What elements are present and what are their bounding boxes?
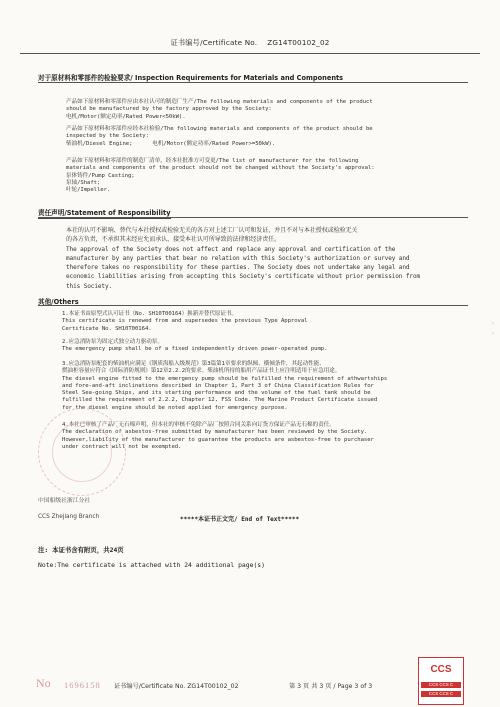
serial-label: No: [36, 676, 51, 690]
materials-paragraph-2: 产品如下原材料和零部件应经本社检验/The following materials and components of the product should be inspected by the Society: 柴油机/Diesel Engine; 电机/Motor(额定功率/Rated Power>=50kW).: [66, 126, 373, 147]
side-edge-stamp: ◦◦: [488, 318, 498, 338]
materials-section-title: 对于原材料和零部件的检验要求/ Inspection Requirements for Materials and Components: [38, 74, 344, 82]
page-indicator: 第 3 页 共 3 页 / Page 3 of 3: [289, 683, 373, 690]
responsibility-section-title: 责任声明/Statement of Responsibility: [38, 209, 171, 217]
note-cn: 注: 本证书含有附页，共24页: [38, 546, 124, 554]
materials-divider: [38, 82, 468, 83]
materials-paragraph-3: 产品如下原材料和零部件的制造厂清单，经本社批准方可变更/The list of manufacturer for the following materials and components of the product should not be changed without the Society's approval: 泵体铸件/Pump Casting; 泵轴/Shaft; 叶轮/Impeller.: [66, 158, 375, 194]
faded-seal-inner: [52, 422, 112, 482]
certificate-number-header: [0, 38, 500, 48]
others-divider: [38, 305, 468, 306]
responsibility-paragraph: 本社的认可不影响、替代与本社授权或检验无关的各方对上述工厂认可和发证，并且不对与本社授权或检验无关 的各方负责，不承担其未经应允而承认、接受本社认可所导致的法律和经济责任。 The approval of the Society does not affect and replace any approval and certification of the manufacturer by any parties that bear no relation with this Society's authorization or survey and therefore takes no responsibility for these parties. The Society does not undertake any legal and economic liabilities arising from accepting this Society's certificate without prior permission from this Society.: [66, 227, 421, 290]
serial-number: 1696158: [64, 680, 101, 690]
materials-paragraph-1: 产品如下原材料和零部件应由本社认可的制造厂生产/The following materials and components of the product should be manufactured by the factory approved by the Society: 电机/Motor(额定功率/Rated Power<50kW).: [66, 99, 373, 120]
header-divider: [20, 53, 480, 54]
others-item-3: 3.应急消防泵配套的柴油机应满足《钢质海船入级规范》第3篇第1章要求的纵倾、横倾条件，其起动性能、 燃油柜容量应符合《国际消防规则》第12章2.2.2的要求。柴油机所持的船用产品证书上应注明适用于应急用途。 The diesel engine fitted to the emergency pump should be fulfilled the requirement of athwartships and fore-and-aft inclinations described in Chapter 1, Part 3 of China Classification Rules for Steel Sea-going Ships, and its starting performance and the volume of the fuel tank should be fulfilled the requirement of 2.2.2, Chapter 12, FSS Code. The Marine Product Certificate issued for the diesel engine should be noted applied for emergency purpose.: [62, 361, 388, 411]
issuer-name-en: CCS Zhejiang Branch: [38, 514, 100, 520]
end-of-text: *****本证书正文完/ End of Text*****: [180, 516, 300, 523]
note-en: Note:The certificate is attached with 24 additional page(s): [38, 561, 266, 569]
logo-band-2: CCS CCS C: [421, 691, 461, 697]
others-item-4: 4.本社已审核了产品厂无石棉声明，但本社的审核不免除产品厂按照合同关系向订货方保证产品无石棉的责任。 The declaration of asbestos-free submitted by manufacturer has been reviewed by the Society. However,liability of the manufacturer to guarantee the products are asbestos-free to purchaser under contract will not be exempted.: [62, 422, 374, 450]
others-item-1: 1.本证书由原型式认可证书（No. SH10T00164）换新并替代原证书。 This certificate is renewed from and supersedes the previous Type Approval Certificate No. SH10T00164.: [62, 311, 308, 332]
footer-cert-no: 证书编号/Certificate No. ZG14T00102_02: [114, 683, 239, 690]
cert-no: ZG14T00102_02: [267, 38, 330, 47]
ccs-logo: [418, 657, 464, 705]
others-item-2: 2.应急消防泵为固定式独立动力驱动泵。 The emergency pump shall be of a fixed independently driven power-operated pump.: [62, 339, 328, 353]
cert-no-label: 证书编号/Certificate No.: [170, 38, 258, 47]
others-section-title: 其他/Others: [38, 298, 79, 306]
issuer-name-cn: 中国船级社浙江分社: [38, 498, 91, 504]
logo-band-1: CCS CCS C: [421, 682, 461, 688]
responsibility-divider: [38, 217, 468, 218]
ccs-logo-text: CCS: [430, 664, 452, 675]
